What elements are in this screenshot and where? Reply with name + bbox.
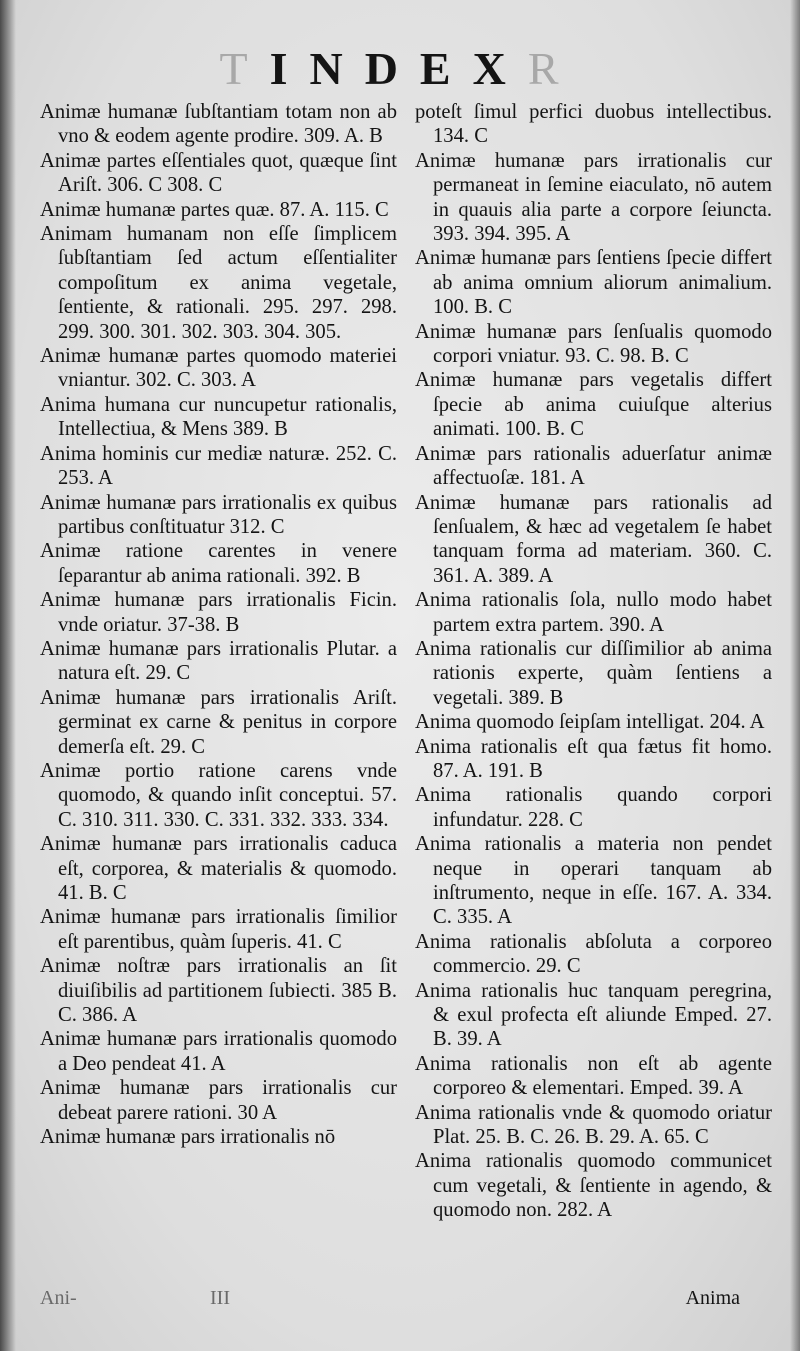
page-edge-shadow-right [790,0,800,1351]
index-title: INDEX [269,43,528,94]
index-entry: Anima rationalis eſt qua fætus fit homo. 87. A. 191. B [415,735,772,782]
index-entry: Anima rationalis quomodo communicet cum vegetali, & ſentiente in agendo, & quomodo non. 282. A [415,1150,772,1222]
index-column-right [415,100,772,1300]
index-entry: Animæ humanæ pars rationalis ad ſenſualem, & hæc ad vegetalem ſe habet tanquam forma ad materiam. 360. C. 361. A. 389. A [415,491,772,587]
index-entry: Animæ humanæ ſubſtantiam totam non ab vno & eodem agente prodire. 309. A. B [40,101,397,148]
index-entry: Animæ humanæ pars irrationalis cur debeat parere rationi. 30 A [40,1077,397,1124]
show-through-letter-left: T [219,43,270,94]
index-entry: Animæ humanæ pars irrationalis ex quibus partibus conſtituatur 312. C [40,491,397,538]
signature-mark: Ani- [40,1287,77,1309]
index-entry: Animæ humanæ pars irrationalis Ficin. vnde oriatur. 37-38. B [40,589,397,636]
index-columns [40,100,772,1300]
index-entry: Animæ humanæ pars ſentiens ſpecie differt ab anima omnium aliorum animalium. 100. B. C [415,247,772,319]
index-entry: Animæ ratione carentes in venere ſeparantur ab anima rationali. 392. B [40,540,397,587]
index-entry: Anima rationalis cur diſſimilior ab anima rationis experte, quàm ſentiens a vegetali. 389. B [415,637,772,709]
page-footer [0,1287,800,1317]
index-entry: Animæ pars rationalis aduerſatur animæ affectuoſæ. 181. A [415,442,772,490]
index-entry: Anima rationalis quando corpori infundatur. 228. C [415,784,772,831]
index-entry: Anima rationalis vnde & quomodo oriatur Plat. 25. B. C. 26. B. 29. A. 65. C [415,1101,772,1149]
index-entry: Anima quomodo ſeipſam intelligat. 204. A [415,711,765,734]
catchword: Anima [685,1287,740,1309]
index-entry: Animæ noſtræ pars irrationalis an ſit diuiſibilis ad partitionem ſubiecti. 385 B. C. 386. A [40,955,397,1027]
index-entry: Anima rationalis a materia non pendet neque in operari tanquam ab inſtrumento, neque in eſſe. 167. A. 334. C. 335. A [415,833,772,929]
index-entry: Anima humana cur nuncupetur rationalis, Intellectiua, & Mens 389. B [40,393,397,441]
index-entry: Animæ portio ratione carens vnde quomodo, & quando inſit conceptui. 57. C. 310. 311. 330. C. 331. 332. 333. 334. [40,759,397,831]
index-entry: Anima hominis cur mediæ naturæ. 252. C. 253. A [40,442,397,490]
index-column-left [40,100,397,1300]
index-entry: Animæ humanæ pars vegetalis differt ſpecie ab anima cuiuſque alterius animati. 100. B. C [415,369,772,441]
page-number: III [210,1287,230,1309]
index-entry: Anima rationalis abſoluta a corporeo commercio. 29. C [415,930,772,978]
index-entry: Animæ humanæ pars ſenſualis quomodo corpori vniatur. 93. C. 98. B. C [415,320,772,368]
index-entry: Animæ humanæ pars irrationalis ſimilior eſt parentibus, quàm ſuperis. 41. C [40,906,397,953]
index-entry: Animæ humanæ partes quomodo materiei vniantur. 302. C. 303. A [40,345,397,392]
index-entry: Animæ humanæ pars irrationalis caduca eſt, corporea, & materialis & quomodo. 41. B. C [40,833,397,904]
index-entry: Anima rationalis huc tanquam peregrina, & exul profecta eſt aliunde Emped. 27. B. 39. A [415,979,772,1051]
index-entry: Animæ humanæ pars irrationalis cur permaneat in ſemine eiaculato, nō autem in quauis alia parte a corpore ſeiuncta. 393. 394. 395. A [415,149,772,246]
show-through-letter-right: R [527,43,581,94]
index-entry: Animæ humanæ pars irrationalis nō [40,1126,336,1149]
page-edge-shadow-left [0,0,16,1351]
index-entry: Animæ humanæ pars irrationalis Plutar. a natura eſt. 29. C [40,637,397,685]
index-entry: Animam humanam non eſſe ſimplicem ſubſtantiam ſed actum eſſentialiter compoſitum ex anima vegetale, ſentiente, & rationali. 295. 297. 298. 299. 300. 301. 302. 303. 304. 305. [40,223,397,343]
index-entry: Animæ partes eſſentiales quot, quæque ſint Ariſt. 306. C 308. C [40,149,397,197]
index-entry: Animæ humanæ pars irrationalis quomodo a Deo pendeat 41. A [40,1028,397,1075]
index-entry: poteſt ſimul perfici duobus intellectibus. 134. C [415,101,772,148]
index-entry: Anima rationalis ſola, nullo modo habet partem extra partem. 390. A [415,589,772,636]
index-entry: Anima rationalis non eſt ab agente corporeo & elementari. Emped. 39. A [415,1052,772,1100]
running-head [0,43,800,94]
index-entry: Animæ humanæ partes quæ. 87. A. 115. C [40,198,389,221]
index-entry: Animæ humanæ pars irrationalis Ariſt. germinat ex carne & penitus in corpore demerſa eſt. 29. C [40,686,397,758]
